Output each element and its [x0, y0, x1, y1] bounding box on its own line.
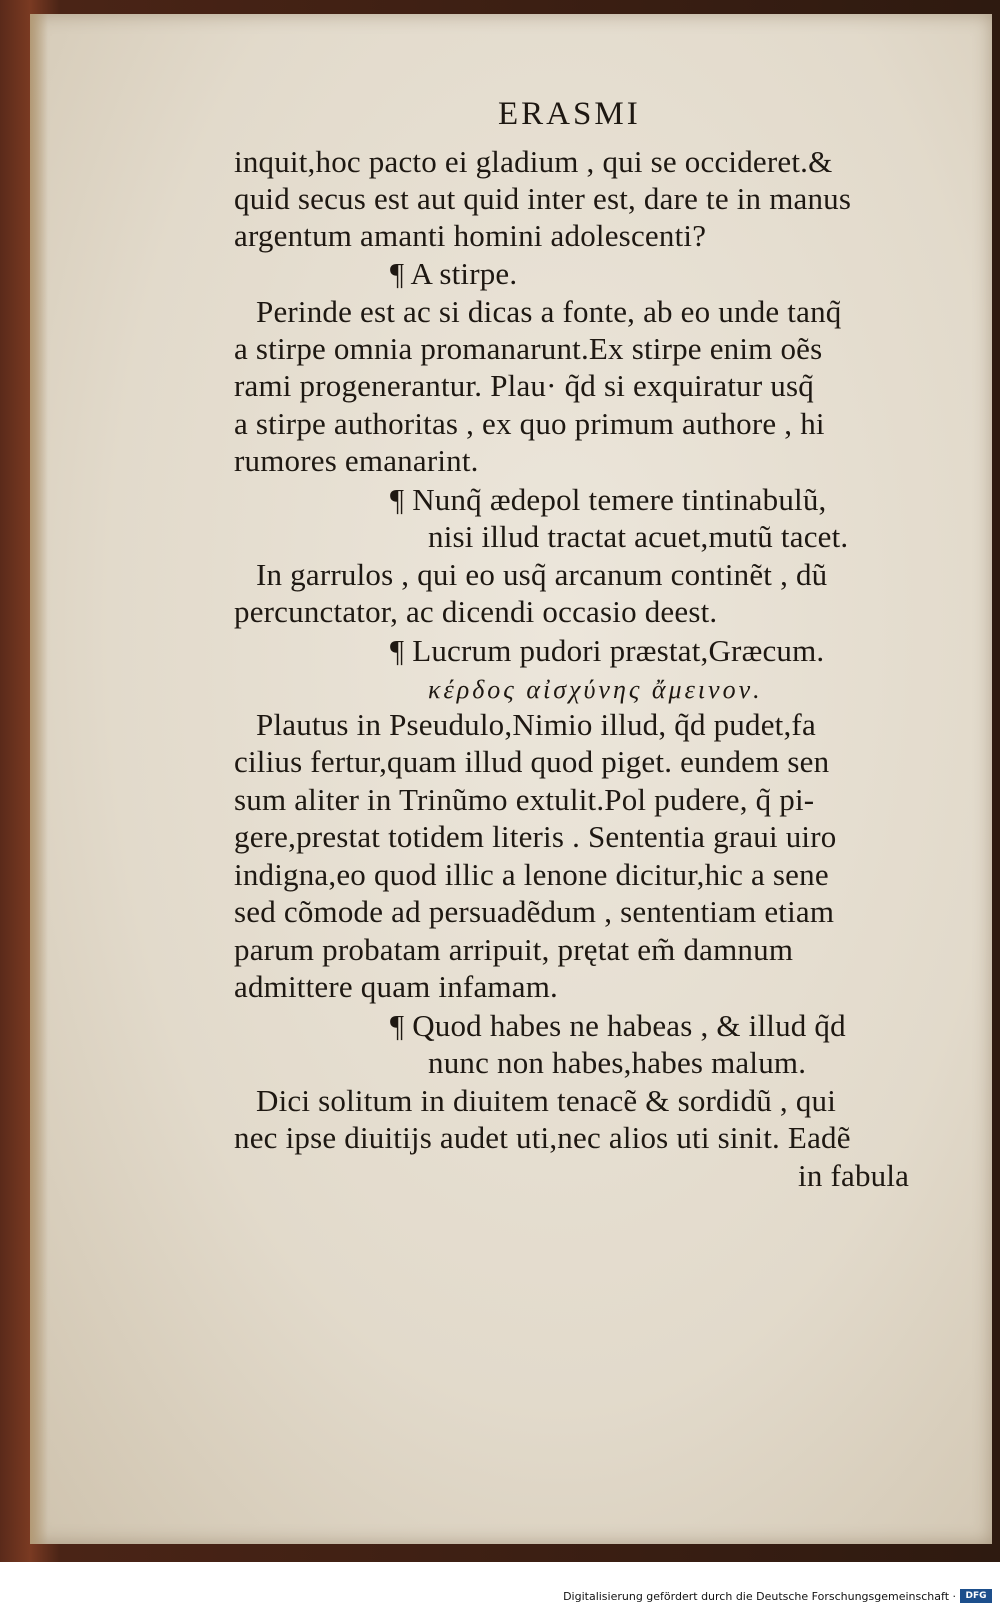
running-head: ERASMI — [498, 96, 641, 132]
section-heading: ¶ Nunq̃ ædepol temere tintinabulũ, — [390, 482, 827, 517]
section-heading-cont: nisi illud tractat acuet,mutũ tacet. — [428, 519, 849, 554]
text-line: admittere quam infamam. — [234, 969, 558, 1004]
text-line: gere,prestat totidem literis . Sententia graui uiro — [234, 819, 837, 854]
text-line: indigna,eo quod illic a lenone dicitur,hic a sene — [234, 857, 829, 892]
text-line: argentum amanti homini adolescenti? — [234, 218, 707, 253]
text-line: nec ipse diuitijs audet uti,nec alios uti sinit. Eadẽ — [234, 1120, 851, 1155]
catchword: in fabula — [798, 1158, 910, 1193]
text-line: rumores emanarint. — [234, 443, 479, 478]
section-heading: ¶ Lucrum pudori præstat,Græcum. — [390, 633, 825, 668]
text-line: a stirpe omnia promanarunt.Ex stirpe enim oẽs — [234, 331, 823, 366]
text-line: Perinde est ac si dicas a fonte, ab eo unde tanq̃ — [256, 294, 842, 329]
footer-credit: Digitalisierung gefördert durch die Deutsche Forschungsgemeinschaft · — [563, 1590, 956, 1603]
text-line: quid secus est aut quid inter est, dare te in manus — [234, 181, 852, 216]
text-line: percunctator, ac dicendi occasio deest. — [234, 594, 718, 629]
dfg-logo-icon: DFG — [960, 1589, 992, 1603]
section-heading: ¶ Quod habes ne habeas , & illud q̃d — [390, 1008, 846, 1043]
text-line: a stirpe authoritas , ex quo primum authore , hi — [234, 406, 825, 441]
text-line: rami progenerantur. Plau· q̃d si exquiratur usq̃ — [234, 368, 814, 403]
text-line: Dici solitum in diuitem tenacẽ & sordidũ , qui — [256, 1083, 837, 1118]
section-heading-cont: nunc non habes,habes malum. — [428, 1045, 807, 1080]
text-line: inquit,hoc pacto ei gladium , qui se occideret.& — [234, 144, 833, 179]
text-line: Plautus in Pseudulo,Nimio illud, q̃d pudet,fa — [256, 707, 816, 742]
text-line: In garrulos , qui eo usq̃ arcanum continẽt , dũ — [256, 557, 828, 592]
section-heading: ¶ A stirpe. — [390, 256, 518, 291]
text-line: sed cõmode ad persuadẽdum , sententiam etiam — [234, 894, 835, 929]
greek-line: κέρδος αἰσχύνης ἄμεινον. — [428, 675, 763, 704]
text-line: sum aliter in Trinũmo extulit.Pol pudere, q̃ pi- — [234, 782, 815, 817]
text-line: cilius fertur,quam illud quod piget. eundem sen — [234, 744, 830, 779]
text-line: parum probatam arripuit, prętat em̃ damnum — [234, 932, 794, 967]
